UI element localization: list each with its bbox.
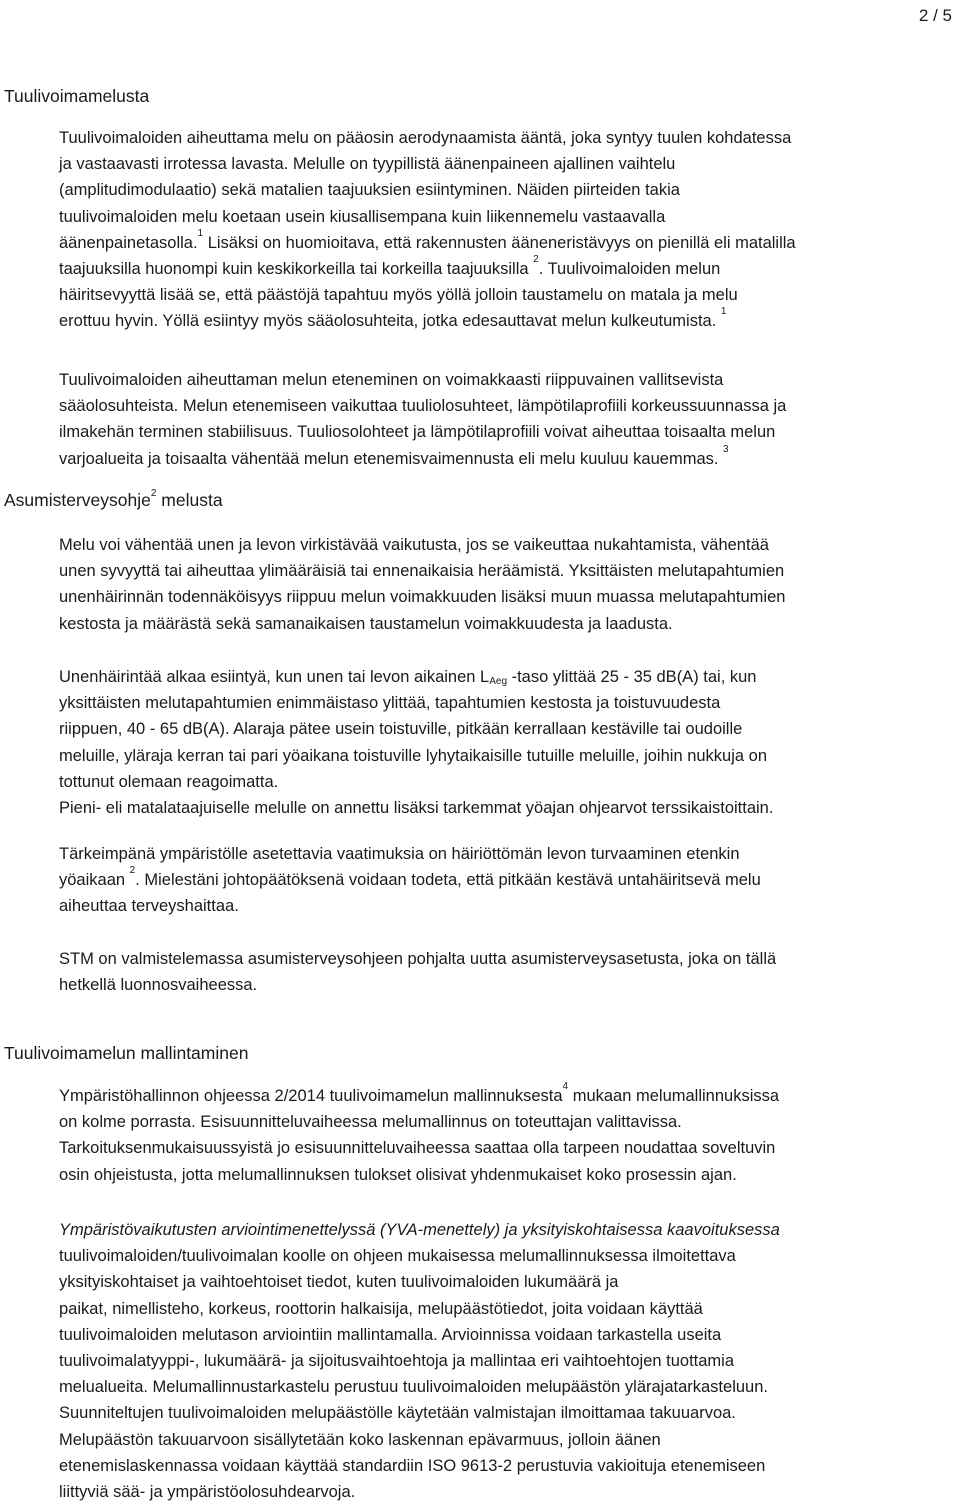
text-line — [59, 308, 954, 334]
text-line: ja vastaavasti irrotessa lavasta. Melulle on tyypillistä äänenpaineen ajallinen vaihtelu — [59, 155, 676, 174]
page-number: 2 / 5 — [918, 6, 952, 25]
text-line — [59, 443, 954, 472]
text-line — [59, 867, 954, 893]
footnote-ref: 3 — [723, 443, 729, 455]
text-fragment: varjoalueita ja toisaalta vähentää melun etenemisvaimennusta eli melu kuuluu kauemmas. — [59, 449, 724, 468]
text-line: Pieni- eli matalataajuiselle melulle on annettu lisäksi tarkemmat yöajan ohjearvot terssikaistoittain. — [59, 799, 774, 818]
text-fragment: . Tuulivoimaloiden melun — [538, 260, 721, 279]
text-line — [59, 664, 954, 690]
section-heading-tuulivoimamelusta: Tuulivoimamelusta — [4, 86, 150, 106]
heading-text: Asumisterveysohje — [4, 490, 151, 510]
text-line: häiritsevyyttä lisää se, että päästöjä tapahtuu myös yöllä jolloin taustamelu on matala ja melu — [59, 286, 738, 305]
paragraph-noise-limits — [59, 664, 954, 821]
text-line: kestosta ja määrästä sekä samanaikaisen taustamelun voimakkuudesta ja laadusta. — [59, 614, 673, 633]
text-line: yksityiskohtaiset ja vaihtoehtoiset tiedot, kuten tuulivoimaloiden lukumäärä ja — [59, 1273, 619, 1292]
text-line: aiheuttaa terveyshaittaa. — [59, 897, 239, 916]
text-line: Ympäristövaikutusten arviointimenettelyssä (YVA-menettely) ja yksityiskohtaisessa kaavoituksessa — [59, 1221, 780, 1239]
text-line: meluille, yläraja kerran tai pari yöaikana toistuville lyhytaikaisille tutuille meluille, joihin nukkuja on — [59, 746, 768, 765]
footnote-ref: 2 — [533, 254, 539, 266]
text-line: on kolme porrasta. Esisuunnitteluvaiheessa melumallinnus on toteuttajan valittavissa. — [59, 1113, 682, 1132]
text-line: unen syvyyttä tai aiheuttaa ylimääräisiä tai ennenaikaisia heräämistä. Yksittäisten melutapahtumien — [59, 562, 785, 581]
text-fragment: mukaan melumallinnuksissa — [568, 1087, 780, 1105]
text-line: tuulivoimaloiden melutason arviointiin mallintamalla. Arvioinnissa voidaan tarkastella useita — [59, 1325, 722, 1344]
text-fragment: Ympäristöhallinnon ohjeessa 2/2014 tuulivoimamelun mallinnuksesta — [59, 1087, 563, 1105]
footnote-ref: 1 — [720, 306, 727, 318]
text-line: melualueita. Melumallinnustarkastelu perustuu tuulivoimaloiden melupäästön ylärajatarkasteluun. — [59, 1378, 768, 1397]
text-line: etenemislaskennassa voidaan käyttää standardiin ISO 9613-2 perustuvia vakioituja etenemiseen — [59, 1456, 766, 1475]
text-line: Tuulivoimaloiden aiheuttama melu on pääosin aerodynaamista ääntä, joka syntyy tuulen kohdatessa — [59, 129, 792, 147]
text-line: unenhäirinnän todennäköisyys riippuu melun voimakkuuden lisäksi muun muassa melutapahtumien — [59, 588, 786, 607]
text-line: yksittäisten melutapahtumien enimmäistaso ylittää, tapahtumien kestosta ja toistuvuudesta — [59, 694, 721, 713]
text-fragment: taajuuksilla huonompi kuin keskikorkeilla tai korkeilla taajuuksilla — [59, 260, 534, 279]
heading-text: melusta — [156, 490, 223, 510]
text-line: paikat, nimellisteho, korkeus, roottorin halkaisija, melupäästötiedot, joita voidaan käyttää — [59, 1299, 703, 1318]
text-line: liittyviä sää- ja ympäristöolosuhdearvoja. — [59, 1483, 356, 1502]
text-line: tuulivoimaloiden/tuulivoimalan koolle on ohjeen mukaisessa melumallinnuksessa ilmoitettava — [59, 1247, 736, 1266]
text-fragment: äänenpainetasolla. — [59, 233, 198, 252]
text-line — [59, 256, 954, 282]
text-line: STM on valmistelemassa asumisterveysohjeen pohjalta uutta asumisterveysasetusta, joka on tällä — [59, 950, 777, 968]
text-line: (amplitudimodulaatio) sekä matalien taajuuksien esiintyminen. Näiden piirteiden takia — [59, 181, 680, 200]
text-line: Tarkoituksenmukaisuussyistä jo esisuunnitteluvaiheessa saattaa olla tarpeen noudattaa soveltuvin — [59, 1139, 776, 1158]
text-line: hetkellä luonnosvaiheessa. — [59, 976, 258, 995]
text-line: Suunniteltujen tuulivoimaloiden melupäästölle käytetään valmistajan ilmoittamaa takuuarvoa. — [59, 1404, 736, 1423]
text-line: Tärkeimpänä ympäristölle asetettavia vaatimuksia on häiriöttömän levon turvaaminen etenkin — [59, 845, 740, 863]
text-line: tuulivoimalatyyppi-, lukumäärä- ja sijoitusvaihtoehtoja ja mallintaa eri vaihtoehtojen tuottamia — [59, 1352, 735, 1371]
text-line: osin ohjeistusta, jotta melumallinnuksen tulokset olisivat yhdenmukaiset koko prosessin ajan. — [59, 1165, 737, 1184]
text-line — [59, 227, 954, 256]
text-fragment: Lisäksi on huomioitava, että rakennusten ääneneristävyys on pienillä eli matalilla — [203, 233, 796, 252]
text-line: riippuen, 40 - 65 dB(A). Alaraja pätee usein toistuville, pitkään kerrallaan kestäville tai oudoille — [59, 720, 743, 739]
paragraph-stm — [59, 946, 954, 998]
footnote-ref: 4 — [562, 1081, 569, 1092]
text-line: sääolosuhteista. Melun etenemiseen vaikuttaa tuuliolosuhteet, lämpötilaprofiili korkeussuunnassa ja — [59, 397, 787, 416]
paragraph-conclusion — [59, 841, 954, 920]
footnote-ref: 1 — [197, 227, 204, 239]
text-fragment: . Mielestäni johtopäätöksenä voidaan todeta, että pitkään kestävä untahäiritsevä melu — [135, 871, 761, 890]
text-fragment: yöaikaan — [59, 871, 130, 890]
paragraph-yva — [59, 1217, 954, 1505]
text-fragment: erottuu hyvin. Yöllä esiintyy myös sääolosuhteita, jotka edesauttavat melun kulkeutumista. — [59, 312, 721, 331]
footnote-ref: 2 — [129, 865, 136, 877]
paragraph-sleep-disturbance — [59, 532, 954, 637]
section-heading-mallintaminen: Tuulivoimamelun mallintaminen — [4, 1043, 249, 1063]
text-line: Melupäästön takuuarvoon sisällytetään koko laskennan epävarmuus, jolloin äänen — [59, 1430, 661, 1449]
text-line: Tuulivoimaloiden aiheuttaman melun eteneminen on voimakkaasti riippuvainen vallitsevista — [59, 371, 724, 389]
text-line: Melu voi vähentää unen ja levon virkistävää vaikutusta, jos se vaikeuttaa nukahtamista, vähentää — [59, 536, 769, 554]
text-line: tuulivoimaloiden melu koetaan usein kiusallisempana kuin liikennemelu vastaavalla — [59, 207, 666, 226]
subscript: Aeg — [489, 676, 508, 687]
text-fragment: -taso ylittää 25 - 35 dB(A) tai, kun — [507, 668, 757, 686]
text-line — [59, 1083, 954, 1109]
text-line: tottunut olemaan reagoimatta. — [59, 772, 279, 791]
paragraph-noise-propagation — [59, 367, 954, 472]
paragraph-modelling-guideline — [59, 1083, 954, 1188]
text-fragment: Unenhäirintää alkaa esiintyä, kun unen tai levon aikainen L — [59, 668, 490, 686]
footnote-ref: 2 — [150, 488, 157, 499]
text-line: ilmakehän terminen stabiilisuus. Tuuliosolohteet ja lämpötilaprofiili voivat aiheuttaa toisaalta melun — [59, 423, 776, 442]
section-heading-asumisterveysohje — [4, 490, 223, 511]
paragraph-noise-characteristics — [59, 125, 954, 335]
